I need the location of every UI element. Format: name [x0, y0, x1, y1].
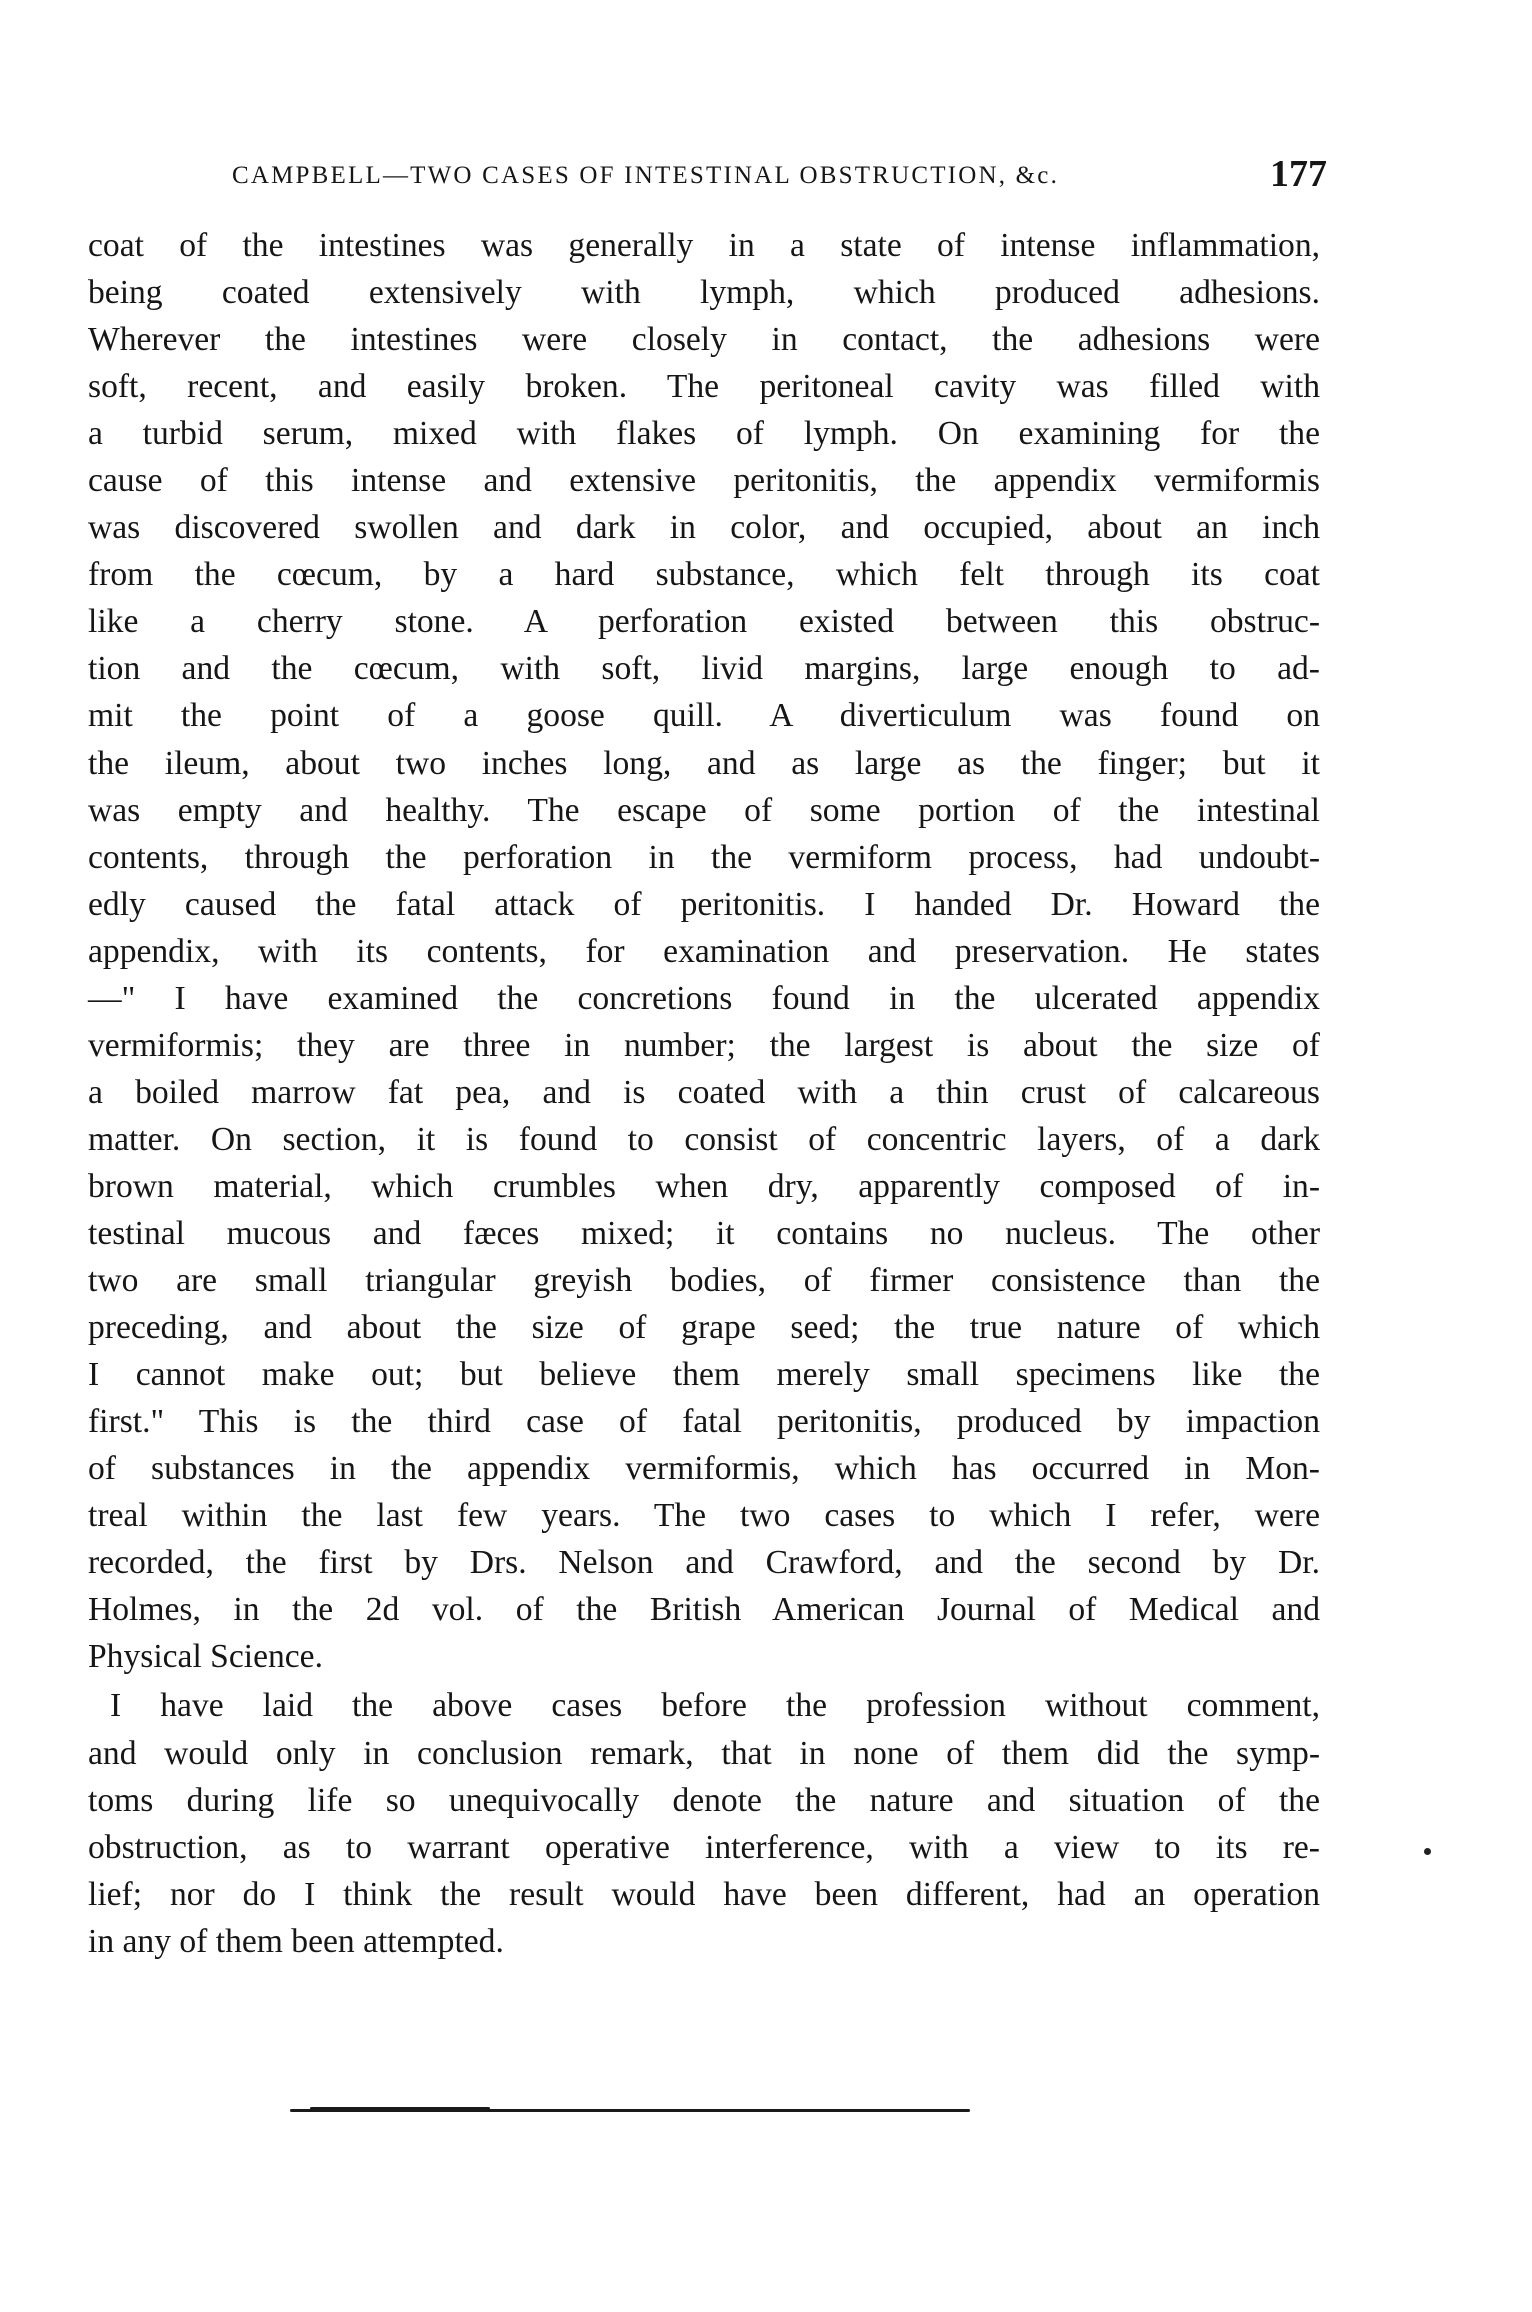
text-line: was empty and healthy. The escape of some portion of the intestinal	[88, 791, 1320, 829]
text-line: Physical Science.	[88, 1638, 323, 1676]
text-line: matter. On section, it is found to consist of concentric layers, of a dark	[88, 1120, 1320, 1158]
text-line: mit the point of a goose quill. A diverticulum was found on	[88, 697, 1320, 735]
text-line: coat of the intestines was generally in a state of intense inflammation,	[88, 227, 1320, 264]
text-line: testinal mucous and fæces mixed; it contains no nucleus. The other	[88, 1214, 1320, 1252]
text-line: was discovered swollen and dark in color, and occupied, about an inch	[88, 509, 1320, 547]
text-line: the ileum, about two inches long, and as large as the finger; but it	[88, 744, 1320, 782]
text-line: I cannot make out; but believe them merely small specimens like the	[88, 1356, 1320, 1394]
paragraph	[88, 222, 1320, 1680]
text-line: soft, recent, and easily broken. The peritoneal cavity was filled with	[88, 368, 1320, 406]
text-line: a turbid serum, mixed with flakes of lymph. On examining for the	[88, 415, 1320, 453]
text-line: appendix, with its contents, for examination and preservation. He states	[88, 932, 1320, 970]
text-line: vermiformis; they are three in number; the largest is about the size of	[88, 1026, 1320, 1064]
text-line: edly caused the fatal attack of peritonitis. I handed Dr. Howard the	[88, 885, 1320, 923]
text-line: obstruction, as to warrant operative interference, with a view to its re-	[88, 1828, 1320, 1866]
text-line: Holmes, in the 2d vol. of the British American Journal of Medical and	[88, 1591, 1320, 1629]
text-line: and would only in conclusion remark, that in none of them did the symp-	[88, 1734, 1320, 1772]
text-line: like a cherry stone. A perforation existed between this obstruc-	[88, 603, 1320, 641]
text-line: two are small triangular greyish bodies, of firmer consistence than the	[88, 1262, 1320, 1300]
text-line: toms during life so unequivocally denote the nature and situation of the	[88, 1781, 1320, 1819]
page-number: 177	[1270, 153, 1327, 195]
print-speck	[1424, 1848, 1431, 1855]
body-text	[88, 222, 1320, 1965]
page-header	[232, 148, 1327, 198]
text-line: —" I have examined the concretions found in the ulcerated appendix	[88, 979, 1320, 1017]
text-line: brown material, which crumbles when dry, apparently composed of in-	[88, 1167, 1320, 1205]
text-line: in any of them been attempted.	[88, 1922, 504, 1960]
paragraph	[88, 1682, 1320, 1964]
text-line: preceding, and about the size of grape seed; the true nature of which	[88, 1309, 1320, 1347]
text-line: first." This is the third case of fatal peritonitis, produced by impaction	[88, 1403, 1320, 1441]
text-line: of substances in the appendix vermiformis, which has occurred in Mon-	[88, 1450, 1320, 1488]
text-line: recorded, the first by Drs. Nelson and Crawford, and the second by Dr.	[88, 1544, 1320, 1582]
text-line: I have laid the above cases before the profession without comment,	[110, 1687, 1320, 1725]
text-line: cause of this intense and extensive peritonitis, the appendix vermiformis	[88, 462, 1320, 500]
text-line: treal within the last few years. The two cases to which I refer, were	[88, 1497, 1320, 1535]
text-line: contents, through the perforation in the vermiform process, had undoubt-	[88, 838, 1320, 876]
text-line: tion and the cœcum, with soft, livid margins, large enough to ad-	[88, 650, 1320, 688]
text-line: a boiled marrow fat pea, and is coated with a thin crust of calcareous	[88, 1073, 1320, 1111]
text-line: lief; nor do I think the result would have been different, had an operation	[88, 1875, 1320, 1913]
text-line: from the cœcum, by a hard substance, which felt through its coat	[88, 556, 1320, 594]
text-line: Wherever the intestines were closely in contact, the adhesions were	[88, 321, 1320, 359]
text-line: being coated extensively with lymph, which produced adhesions.	[88, 274, 1320, 312]
closing-rule	[290, 2109, 970, 2112]
running-head: CAMPBELL—TWO CASES OF INTESTINAL OBSTRUCTION, &c.	[232, 162, 1060, 189]
